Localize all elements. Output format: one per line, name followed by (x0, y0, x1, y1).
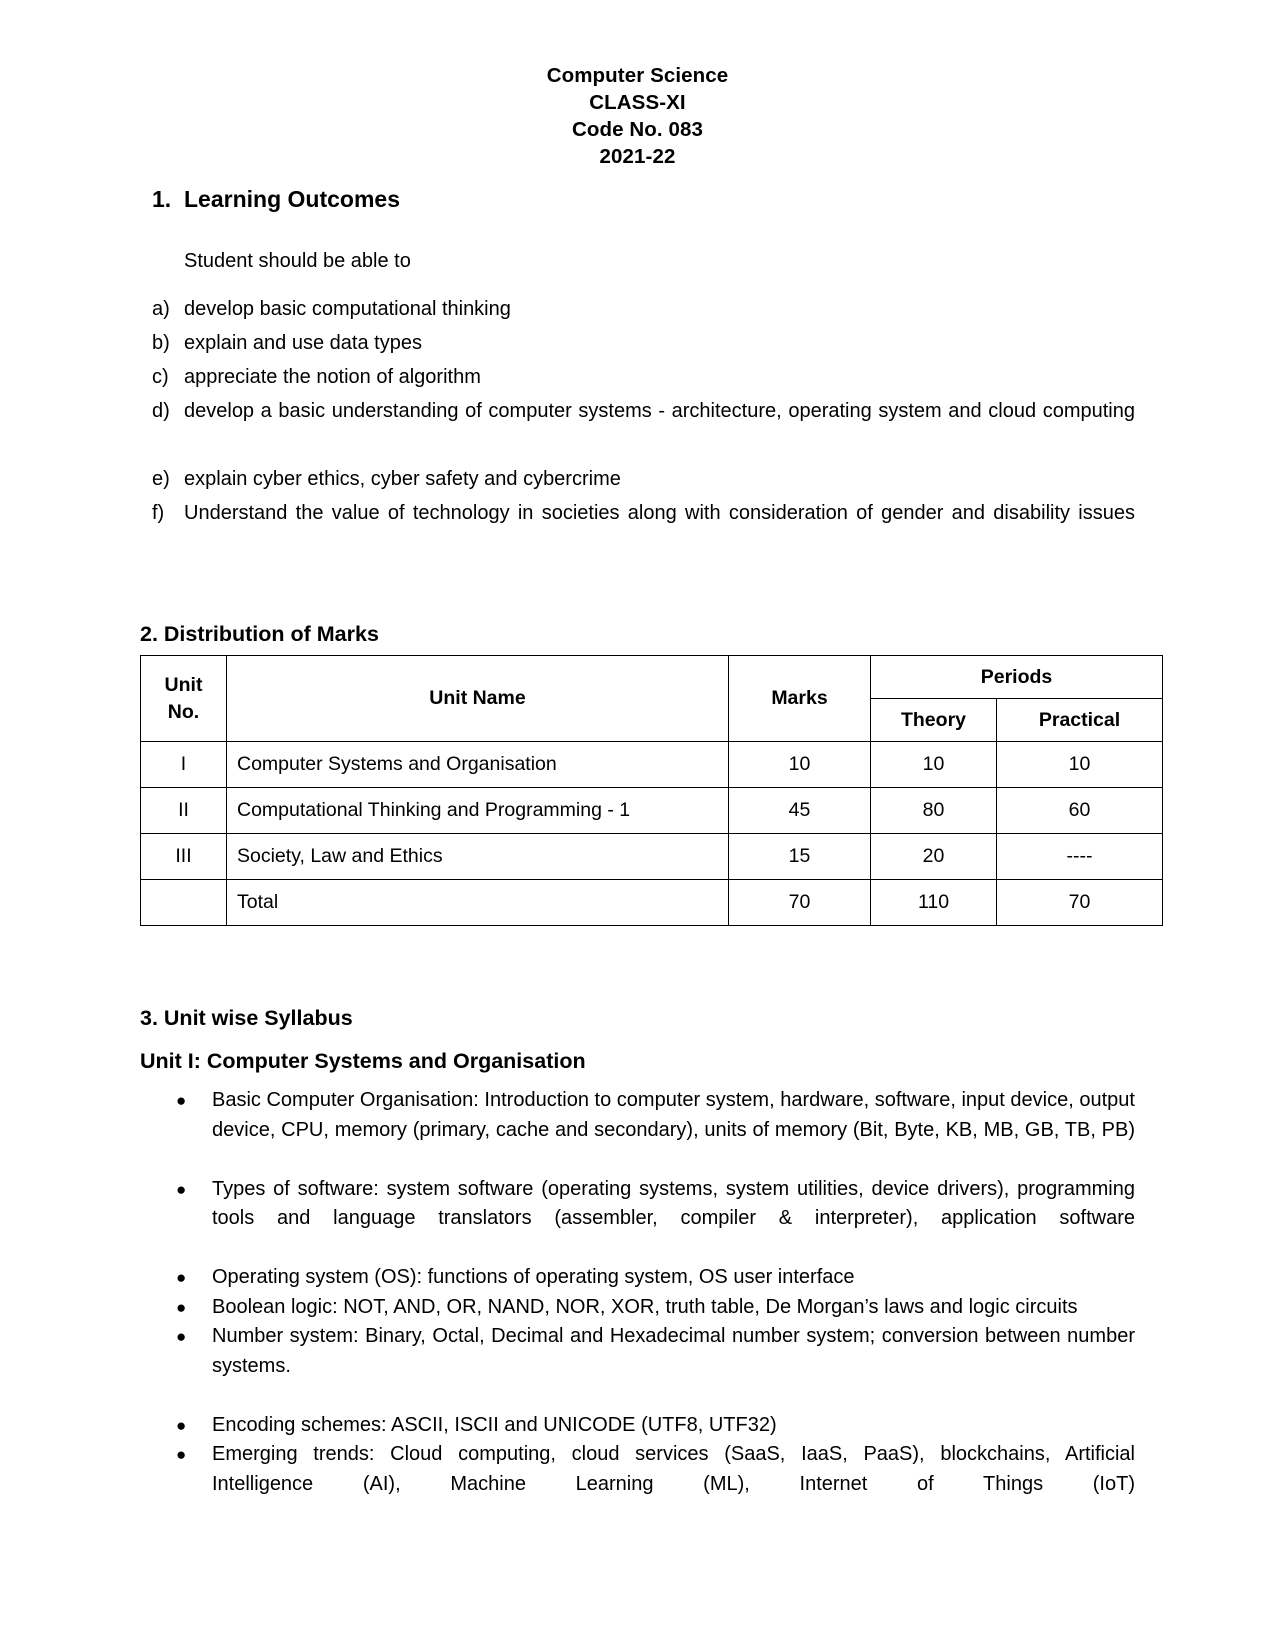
list-item (140, 1086, 1135, 1175)
list-item-text: appreciate the notion of algorithm (184, 366, 481, 388)
list-item (140, 394, 1135, 462)
cell-theory: 20 (871, 834, 997, 880)
bullet-icon: ● (176, 1297, 187, 1317)
learning-outcomes-list (140, 292, 1135, 564)
title-line-year: 2021-22 (599, 145, 676, 168)
list-item-text: Encoding schemes: ASCII, ISCII and UNICODE (UTF8, UTF32) (212, 1413, 777, 1436)
cell-unit-no (141, 880, 227, 926)
distribution-of-marks-table (140, 655, 1163, 926)
list-item (140, 1293, 1135, 1323)
table-head (141, 656, 1163, 742)
list-item-marker: f) (152, 502, 165, 524)
spacer (140, 564, 1135, 620)
cell-practical: ---- (997, 834, 1163, 880)
title-line-subject: Computer Science (546, 64, 729, 87)
column-header-unit-no: Unit No. (141, 656, 227, 742)
list-item-text: develop basic computational thinking (184, 298, 511, 320)
section-heading-unit-wise-syllabus: 3. Unit wise Syllabus (140, 1006, 353, 1030)
list-item-text: Operating system (OS): functions of operating system, OS user interface (212, 1266, 855, 1288)
list-item-marker: e) (152, 468, 170, 490)
list-item (140, 1263, 1135, 1293)
cell-unit-no: III (141, 834, 227, 880)
cell-unit-name: Computational Thinking and Programming - 1 (227, 788, 729, 834)
list-item (140, 1411, 1135, 1441)
list-item (140, 292, 1135, 326)
list-item (140, 462, 1135, 496)
list-item (140, 326, 1135, 360)
spacer (140, 1033, 1135, 1047)
title-line-class: CLASS-XI (589, 91, 686, 114)
spacer (140, 214, 1135, 248)
spacer (140, 274, 1135, 292)
spacer (140, 982, 1135, 1004)
list-item-text: explain cyber ethics, cyber safety and cybercrime (184, 468, 621, 490)
list-item (140, 1322, 1135, 1411)
cell-marks: 10 (729, 742, 871, 788)
column-header-unit-name: Unit Name (227, 656, 729, 742)
table-header-row-primary (141, 656, 1163, 699)
bullet-icon: ● (176, 1445, 187, 1464)
table-body (141, 742, 1163, 926)
column-header-theory: Theory (871, 699, 997, 742)
column-header-practical: Practical (997, 699, 1163, 742)
cell-practical: 10 (997, 742, 1163, 788)
column-header-periods: Periods (871, 656, 1163, 699)
list-item-marker: c) (152, 366, 169, 388)
list-item-text: Emerging trends: Cloud computing, cloud services (SaaS, IaaS, PaaS), blockchains, Artificial Intelligence (AI), Machine Learning (ML), Internet of Things (IoT) (212, 1443, 1135, 1495)
cell-theory: 110 (871, 880, 997, 926)
bullet-icon: ● (176, 1268, 187, 1287)
list-item-text: Basic Computer Organisation: Introduction to computer system, hardware, software, input device, output device, CPU, memory (primary, cache and secondary), units of memory (Bit, Byte, KB, MB, GB, TB, PB) (212, 1089, 1135, 1141)
table-row (141, 742, 1163, 788)
list-item-marker: b) (152, 332, 170, 354)
cell-marks: 70 (729, 880, 871, 926)
unit-1-bullet-list (140, 1086, 1135, 1529)
cell-theory: 10 (871, 742, 997, 788)
list-item (140, 360, 1135, 394)
cell-practical: 60 (997, 788, 1163, 834)
list-item (140, 1175, 1135, 1264)
section-heading-distribution-of-marks: 2. Distribution of Marks (140, 622, 379, 646)
unit-heading-unit-1: Unit I: Computer Systems and Organisation (140, 1049, 586, 1073)
bullet-icon: ● (176, 1179, 187, 1199)
spacer (140, 926, 1135, 982)
list-item-text: explain and use data types (184, 332, 422, 354)
list-item-text: Understand the value of technology in societies along with consideration of gender and disability issues (184, 502, 1135, 524)
section-heading-learning-outcomes (140, 184, 1135, 214)
list-item-marker: a) (152, 298, 170, 320)
cell-practical: 70 (997, 880, 1163, 926)
cell-unit-name: Total (227, 880, 729, 926)
list-item-text: develop a basic understanding of computer systems - architecture, operating system and cloud computing (184, 400, 1135, 422)
table-row-total (141, 880, 1163, 926)
bullet-icon: ● (176, 1327, 187, 1346)
learning-outcomes-lead: Student should be able to (184, 250, 411, 272)
table-row (141, 788, 1163, 834)
column-header-marks: Marks (729, 656, 871, 742)
cell-unit-no: II (141, 788, 227, 834)
section-title: Learning Outcomes (184, 186, 400, 212)
bullet-icon: ● (176, 1091, 187, 1110)
cell-theory: 80 (871, 788, 997, 834)
list-item (140, 1440, 1135, 1529)
list-item (140, 496, 1135, 564)
bullet-icon: ● (176, 1415, 187, 1435)
table-row (141, 834, 1163, 880)
cell-marks: 15 (729, 834, 871, 880)
list-item-marker: d) (152, 400, 170, 422)
cell-unit-name: Society, Law and Ethics (227, 834, 729, 880)
list-item-text: Boolean logic: NOT, AND, OR, NAND, NOR, XOR, truth table, De Morgan’s laws and logic circuits (212, 1295, 1078, 1318)
section-number: 1. (152, 186, 172, 212)
cell-unit-no: I (141, 742, 227, 788)
cell-marks: 45 (729, 788, 871, 834)
cell-unit-name: Computer Systems and Organisation (227, 742, 729, 788)
title-line-code: Code No. 083 (571, 118, 704, 141)
list-item-text: Types of software: system software (operating systems, system utilities, device drivers), programming tools and language translators (assembler, compiler & interpreter), application software (212, 1177, 1135, 1229)
document-title-block (140, 62, 1135, 170)
list-item-text: Number system: Binary, Octal, Decimal and Hexadecimal number system; conversion between number systems. (212, 1325, 1135, 1377)
